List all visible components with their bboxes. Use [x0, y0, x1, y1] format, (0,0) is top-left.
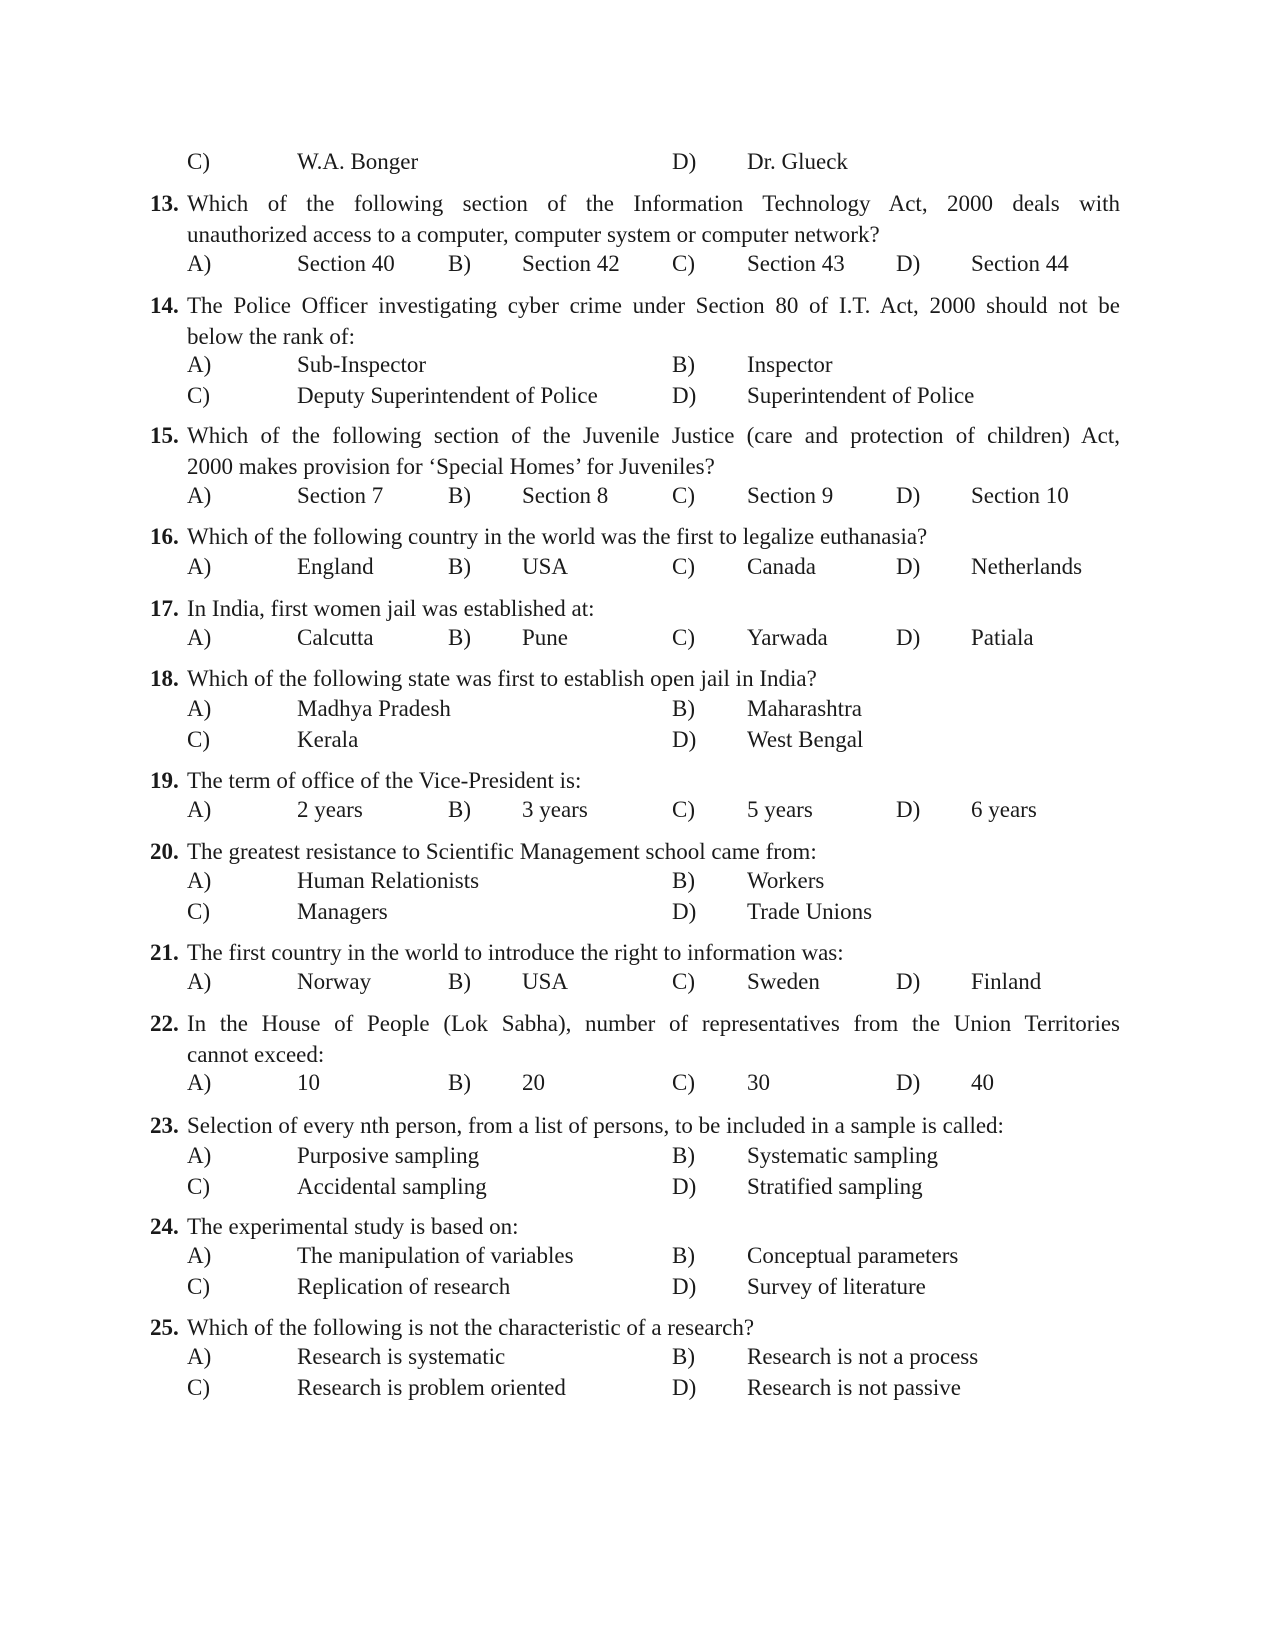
question-number: 24. — [150, 1214, 179, 1239]
option-label: A) — [187, 696, 212, 721]
option-text: Human Relationists — [297, 868, 480, 893]
question-stem — [150, 521, 1120, 552]
option-label: B) — [448, 625, 471, 650]
question-number: 20. — [150, 839, 179, 864]
option-label: B) — [672, 1344, 695, 1369]
option-label: A) — [187, 1344, 212, 1369]
options-row — [0, 795, 1275, 825]
question-text: The first country in the world to introduce the right to information was: — [187, 940, 844, 965]
option-label: B) — [448, 554, 471, 579]
option-label: C) — [672, 625, 695, 650]
question-number: 16. — [150, 524, 179, 549]
option-label: C) — [187, 1375, 210, 1400]
option-label: D) — [896, 1070, 921, 1095]
option-text: England — [297, 554, 374, 579]
option-label: B) — [448, 251, 471, 276]
option-label: D) — [896, 251, 921, 276]
question-text: Which of the following country in the world was the first to legalize euthanasia? — [187, 524, 928, 549]
option-text: Stratified sampling — [747, 1174, 923, 1199]
option-text: W.A. Bonger — [297, 149, 419, 174]
option-label: C) — [672, 797, 695, 822]
option-text: Kerala — [297, 727, 359, 752]
carryover-options — [0, 147, 1275, 177]
option-text: Section 44 — [971, 251, 1069, 276]
option-label: D) — [672, 727, 697, 752]
option-text: Inspector — [747, 352, 833, 377]
option-text: 10 — [297, 1070, 320, 1095]
question-text: Which of the following is not the characteristic of a research? — [187, 1315, 755, 1340]
option-text: 30 — [747, 1070, 770, 1095]
option-text: Section 10 — [971, 483, 1069, 508]
option-text: Trade Unions — [747, 899, 873, 924]
option-text: Research is systematic — [297, 1344, 506, 1369]
question-text: In the House of People (Lok Sabha), number of representatives from the Union Territories — [187, 1011, 1120, 1036]
option-text: Section 40 — [297, 251, 395, 276]
question-stem — [150, 663, 1120, 694]
option-text: The manipulation of variables — [297, 1243, 574, 1268]
option-text: Accidental sampling — [297, 1174, 487, 1199]
option-text: Section 9 — [747, 483, 834, 508]
option-label: A) — [187, 969, 212, 994]
option-label: A) — [187, 625, 212, 650]
question-text: The Police Officer investigating cyber crime under Section 80 of I.T. Act, 2000 should not be — [187, 293, 1120, 318]
question-number: 25. — [150, 1315, 179, 1340]
question-number: 13. — [150, 191, 179, 216]
question-text: The greatest resistance to Scientific Management school came from: — [187, 839, 817, 864]
option-text: Madhya Pradesh — [297, 696, 451, 721]
options-row — [0, 350, 1275, 380]
option-label: A) — [187, 483, 212, 508]
option-label: C) — [187, 149, 210, 174]
options-row — [0, 1172, 1275, 1202]
option-label: A) — [187, 1070, 212, 1095]
options-row — [0, 381, 1275, 411]
option-label: B) — [672, 1243, 695, 1268]
question-stem — [150, 593, 1120, 624]
option-text: Calcutta — [297, 625, 374, 650]
options-row — [0, 1241, 1275, 1271]
option-label: A) — [187, 554, 212, 579]
question-number: 17. — [150, 596, 179, 621]
options-row — [0, 249, 1275, 279]
option-text: 2 years — [297, 797, 363, 822]
option-label: C) — [187, 1274, 210, 1299]
option-text: Yarwada — [747, 625, 828, 650]
option-text: 5 years — [747, 797, 813, 822]
option-text: Managers — [297, 899, 388, 924]
question-number: 15. — [150, 423, 179, 448]
option-text: Replication of research — [297, 1274, 511, 1299]
option-text: 6 years — [971, 797, 1037, 822]
option-label: D) — [896, 625, 921, 650]
options-row — [0, 897, 1275, 927]
option-text: Section 43 — [747, 251, 845, 276]
question-text: Which of the following state was first to establish open jail in India? — [187, 666, 817, 691]
question-text: Selection of every nth person, from a list of persons, to be included in a sample is called: — [187, 1113, 1004, 1138]
option-label: B) — [672, 1143, 695, 1168]
option-text: Norway — [297, 969, 372, 994]
question-text: The experimental study is based on: — [187, 1214, 519, 1239]
option-label: A) — [187, 251, 212, 276]
option-label: B) — [448, 1070, 471, 1095]
option-text: Section 8 — [522, 483, 609, 508]
question-number: 19. — [150, 768, 179, 793]
options-row — [0, 694, 1275, 724]
option-label: C) — [187, 899, 210, 924]
option-label: A) — [187, 868, 212, 893]
option-label: B) — [448, 797, 471, 822]
option-label: A) — [187, 1243, 212, 1268]
options-row — [0, 967, 1275, 997]
option-text: Section 42 — [522, 251, 620, 276]
question-text: In India, first women jail was established at: — [187, 596, 595, 621]
question-text: below the rank of: — [187, 324, 355, 349]
option-label: D) — [896, 797, 921, 822]
option-label: B) — [672, 352, 695, 377]
question-text: The term of office of the Vice-President is: — [187, 768, 582, 793]
options-row — [0, 1342, 1275, 1372]
option-text: Sub-Inspector — [297, 352, 427, 377]
options-row — [0, 1272, 1275, 1302]
option-label: D) — [672, 1375, 697, 1400]
question-text: Which of the following section of the Information Technology Act, 2000 deals with — [187, 191, 1120, 216]
option-text: Workers — [747, 868, 825, 893]
question-stem — [150, 836, 1120, 867]
option-label: D) — [896, 554, 921, 579]
question-stem — [150, 1211, 1120, 1242]
options-row — [0, 725, 1275, 755]
question-stem — [150, 1008, 1120, 1070]
question-stem — [150, 765, 1120, 796]
option-text: Sweden — [747, 969, 820, 994]
options-row — [0, 623, 1275, 653]
option-label: C) — [187, 383, 210, 408]
option-label: B) — [448, 483, 471, 508]
question-stem — [150, 188, 1120, 250]
option-label: C) — [187, 727, 210, 752]
option-label: D) — [672, 899, 697, 924]
option-label: A) — [187, 352, 212, 377]
question-stem — [150, 420, 1120, 482]
question-number: 23. — [150, 1113, 179, 1138]
question-number: 18. — [150, 666, 179, 691]
option-text: USA — [522, 969, 569, 994]
options-row — [0, 552, 1275, 582]
question-stem — [150, 1312, 1120, 1343]
option-text: Deputy Superintendent of Police — [297, 383, 598, 408]
question-text: cannot exceed: — [187, 1042, 325, 1067]
option-label: D) — [896, 969, 921, 994]
option-text: Finland — [971, 969, 1042, 994]
option-label: A) — [187, 1143, 212, 1168]
question-number: 21. — [150, 940, 179, 965]
option-text: Maharashtra — [747, 696, 862, 721]
option-label: B) — [448, 969, 471, 994]
option-text: Research is problem oriented — [297, 1375, 566, 1400]
option-label: D) — [896, 483, 921, 508]
option-text: Pune — [522, 625, 568, 650]
option-text: 40 — [971, 1070, 994, 1095]
option-text: USA — [522, 554, 569, 579]
option-label: A) — [187, 797, 212, 822]
question-text: unauthorized access to a computer, computer system or computer network? — [187, 222, 880, 247]
question-stem — [150, 290, 1120, 352]
option-text: Netherlands — [971, 554, 1083, 579]
option-label: C) — [672, 251, 695, 276]
option-text: Section 7 — [297, 483, 384, 508]
option-text: 20 — [522, 1070, 545, 1095]
option-text: Systematic sampling — [747, 1143, 939, 1168]
option-text: 3 years — [522, 797, 588, 822]
option-text: West Bengal — [747, 727, 864, 752]
option-label: C) — [672, 483, 695, 508]
question-text: Which of the following section of the Juvenile Justice (care and protection of children) Act, — [187, 423, 1120, 448]
option-text: Superintendent of Police — [747, 383, 975, 408]
option-label: D) — [672, 1174, 697, 1199]
options-row — [0, 481, 1275, 511]
option-label: D) — [672, 1274, 697, 1299]
option-text: Conceptual parameters — [747, 1243, 959, 1268]
question-stem — [150, 937, 1120, 968]
option-label: C) — [672, 554, 695, 579]
question-text: 2000 makes provision for ‘Special Homes’ for Juveniles? — [187, 454, 715, 479]
option-label: D) — [672, 383, 697, 408]
options-row — [0, 866, 1275, 896]
option-text: Dr. Glueck — [747, 149, 848, 174]
question-number: 22. — [150, 1011, 179, 1036]
option-text: Research is not a process — [747, 1344, 979, 1369]
options-row — [0, 1373, 1275, 1403]
option-label: C) — [187, 1174, 210, 1199]
option-label: C) — [672, 1070, 695, 1095]
option-label: D) — [672, 149, 697, 174]
option-label: B) — [672, 868, 695, 893]
option-text: Survey of literature — [747, 1274, 926, 1299]
question-number: 14. — [150, 293, 179, 318]
option-label: B) — [672, 696, 695, 721]
option-label: C) — [672, 969, 695, 994]
option-text: Research is not passive — [747, 1375, 961, 1400]
options-row — [0, 1068, 1275, 1098]
option-text: Canada — [747, 554, 816, 579]
question-stem — [150, 1110, 1120, 1141]
option-text: Purposive sampling — [297, 1143, 480, 1168]
options-row — [0, 1141, 1275, 1171]
option-text: Patiala — [971, 625, 1034, 650]
